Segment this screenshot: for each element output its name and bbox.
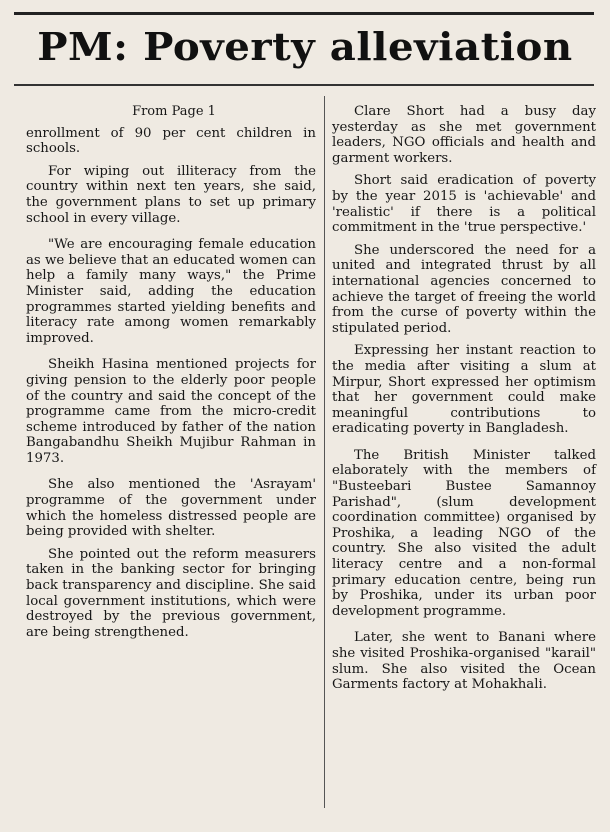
paragraph: Short said eradication of poverty by the year 2015 is 'achievable' and 'realistic' if there is a political commitment in the 'true perspective.' — [332, 173, 596, 236]
paragraph: Later, she went to Banani where she visited Proshika-organised "karail" slum. She also visited the Ocean Garments factory at Mohakhali. — [332, 630, 596, 693]
column-divider — [324, 96, 325, 808]
paragraph: Sheikh Hasina mentioned projects for giving pension to the elderly poor people of the country and said the concept of the programme came from the micro-credit scheme introduced by father of the nation Bangabandhu Sheikh Mujibur Rahman in 1973. — [26, 357, 316, 466]
paragraph: She pointed out the reform measurers taken in the banking sector for bringing back transparency and discipline. She said local government institutions, which were destroyed by the previous government, are being strengthened. — [26, 546, 316, 640]
headline: PM: Poverty alleviation — [37, 24, 573, 69]
left-column — [26, 104, 316, 647]
from-page-label: From Page 1 — [132, 104, 216, 119]
paragraph: Expressing her instant reaction to the media after visiting a slum at Mirpur, Short expressed her optimism that her government could make meaningful contributions to eradicating poverty in Bangladesh. — [332, 343, 596, 437]
paragraph: Clare Short had a busy day yesterday as she met government leaders, NGO officials and health and garment workers. — [332, 104, 596, 166]
paragraph: For wiping out illiteracy from the country within next ten years, she said, the government plans to set up primary school in every village. — [26, 163, 316, 226]
paragraph: enrollment of 90 per cent children in schools. — [26, 125, 316, 157]
top-rule — [14, 12, 594, 15]
paragraph: The British Minister talked elaborately with the members of "Busteebari Bustee Samannoy Parishad", (slum development coordination committee) organised by Proshika, a leading NGO of the country. She also visited the adult literacy centre and a non-formal primary education centre, being run by Proshika, under its urban poor development programme. — [332, 447, 596, 619]
right-column — [332, 104, 596, 700]
headline-rule — [14, 84, 594, 86]
paragraph: "We are encouraging female education as we believe that an educated women can help a family many ways," the Prime Minister said, adding the education programmes started yielding benefits and literacy rate among women remarkably improved. — [26, 237, 316, 346]
paragraph: She underscored the need for a united and integrated thrust by all international agencies concerned to achieve the target of freeing the world from the curse of poverty within the stipulated period. — [332, 242, 596, 336]
paragraph: She also mentioned the 'Asrayam' programme of the government under which the homeless distressed people are being provided with shelter. — [26, 477, 316, 540]
